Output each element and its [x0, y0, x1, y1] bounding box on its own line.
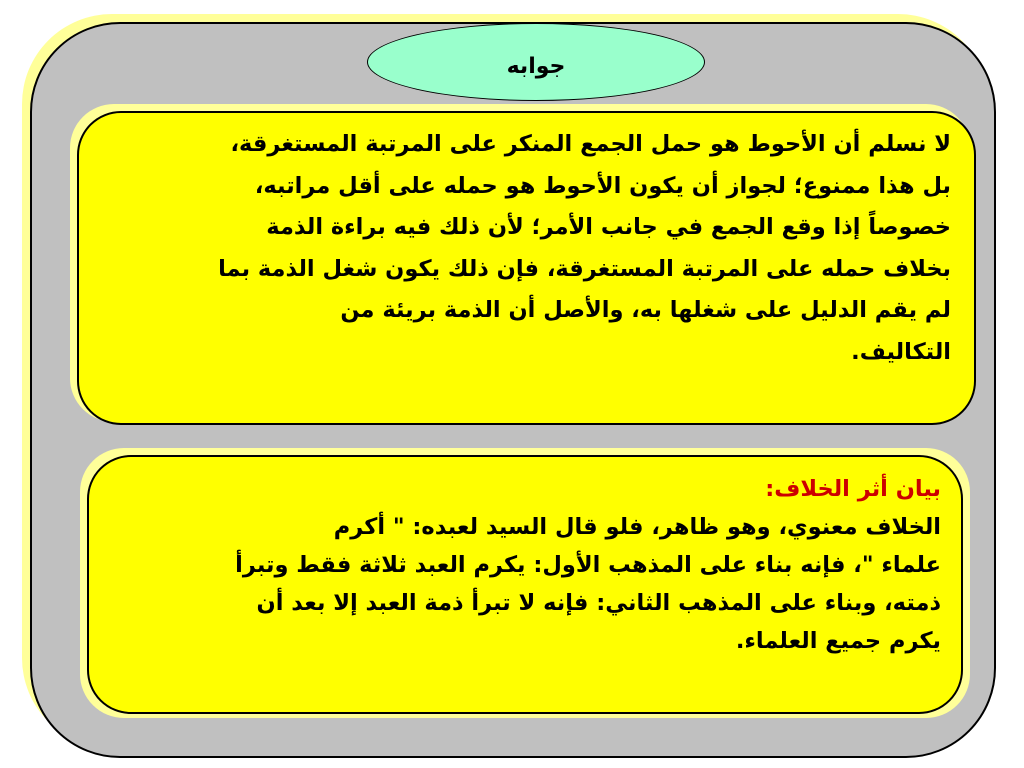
effect-text	[235, 470, 941, 660]
title-ellipse	[367, 23, 705, 101]
answer-line: بخلاف حمله على المرتبة المستغرقة، فإن ذلك يكون شغل الذمة بما	[218, 255, 951, 282]
effect-line: يكرم جميع العلماء.	[735, 628, 941, 654]
effect-line: الخلاف معنوي، وهو ظاهر، فلو قال السيد لعبده: " أكرم	[333, 514, 941, 540]
slide-title: جوابه	[506, 53, 566, 79]
effect-line: علماء "، فإنه بناء على المذهب الأول: يكرم العبد ثلاثة فقط وتبرأ	[235, 552, 941, 578]
answer-text	[218, 124, 951, 373]
effect-heading: بيان أثر الخلاف:	[765, 476, 941, 502]
answer-line: لم يقم الدليل على شغلها به، والأصل أن الذمة بريئة من	[340, 297, 951, 323]
answer-line: خصوصاً إذا وقع الجمع في جانب الأمر؛ لأن ذلك فيه براءة الذمة	[266, 214, 951, 240]
answer-line: بل هذا ممنوع؛ لجواز أن يكون الأحوط هو حمله على أقل مراتبه،	[254, 172, 951, 199]
effect-line: ذمته، وبناء على المذهب الثاني: فإنه لا تبرأ ذمة العبد إلا بعد أن	[256, 590, 941, 616]
answer-line: التكاليف.	[851, 338, 951, 365]
answer-line: لا نسلم أن الأحوط هو حمل الجمع المنكر على المرتبة المستغرقة،	[230, 131, 951, 157]
